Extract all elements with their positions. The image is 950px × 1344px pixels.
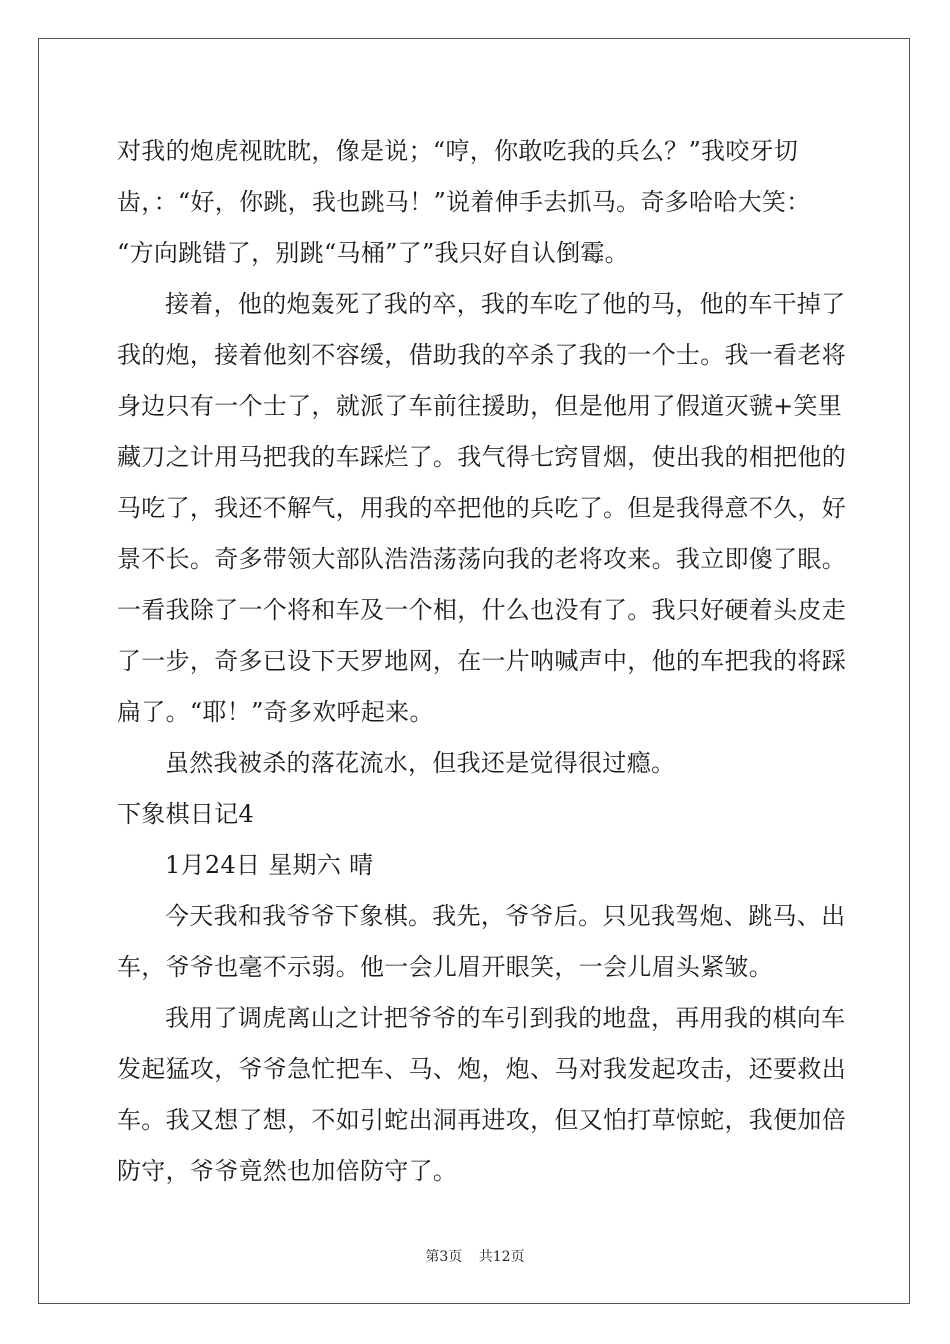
text-line: 我的炮，接着他刻不容缓，借助我的卒杀了我的一个士。我一看老将 — [117, 341, 846, 369]
section-heading: 下象棋日记4 — [117, 800, 255, 828]
page-total: 共12页 — [478, 1249, 525, 1265]
text-line: 齿，：“好，你跳，我也跳马！”说着伸手去抓马。奇多哈哈大笑： — [117, 188, 811, 216]
text-line: 车，爷爷也毫不示弱。他一会儿眉开眼笑，一会儿眉头紧皱。 — [117, 953, 774, 981]
text-line: 我用了调虎离山之计把爷爷的车引到我的地盘，再用我的棋向车 — [165, 1004, 846, 1032]
text-line: 身边只有一个士了，就派了车前往援助，但是他用了假道灭虢+笑里 — [117, 392, 843, 420]
text-line: 今天我和我爷爷下象棋。我先，爷爷后。只见我驾炮、跳马、出 — [165, 902, 846, 930]
text-line: “方向跳错了，别跳“马桶”了”我只好自认倒霉。 — [117, 239, 629, 267]
text-line: 对我的炮虎视眈眈，像是说；“哼，你敢吃我的兵么？”我咬牙切 — [117, 137, 799, 165]
document-body — [117, 126, 846, 1197]
page-footer — [0, 1246, 950, 1266]
text-line: 发起猛攻，爷爷急忙把车、马、炮，炮、马对我发起攻击，还要救出 — [117, 1055, 846, 1083]
date-line: 1月24日 星期六 晴 — [165, 851, 374, 879]
page-number: 第3页 — [425, 1249, 463, 1265]
text-line: 一看我除了一个将和车及一个相，什么也没有了。我只好硬着头皮走 — [117, 596, 846, 624]
text-line: 虽然我被杀的落花流水，但我还是觉得很过瘾。 — [165, 749, 676, 777]
text-line: 扁了。“耶！”奇多欢呼起来。 — [117, 698, 434, 726]
text-line: 了一步，奇多已设下天罗地网，在一片呐喊声中，他的车把我的将踩 — [117, 647, 846, 675]
text-line: 马吃了，我还不解气，用我的卒把他的兵吃了。但是我得意不久，好 — [117, 494, 846, 522]
text-line: 藏刀之计用马把我的车踩烂了。我气得七窍冒烟，使出我的相把他的 — [117, 443, 846, 471]
text-line: 接着，他的炮轰死了我的卒，我的车吃了他的马，他的车干掉了 — [165, 290, 846, 318]
text-line: 防守，爷爷竟然也加倍防守了。 — [117, 1157, 458, 1185]
text-line: 景不长。奇多带领大部队浩浩荡荡向我的老将攻来。我立即傻了眼。 — [117, 545, 846, 573]
text-line: 车。我又想了想，不如引蛇出洞再进攻，但又怕打草惊蛇，我便加倍 — [117, 1106, 846, 1134]
